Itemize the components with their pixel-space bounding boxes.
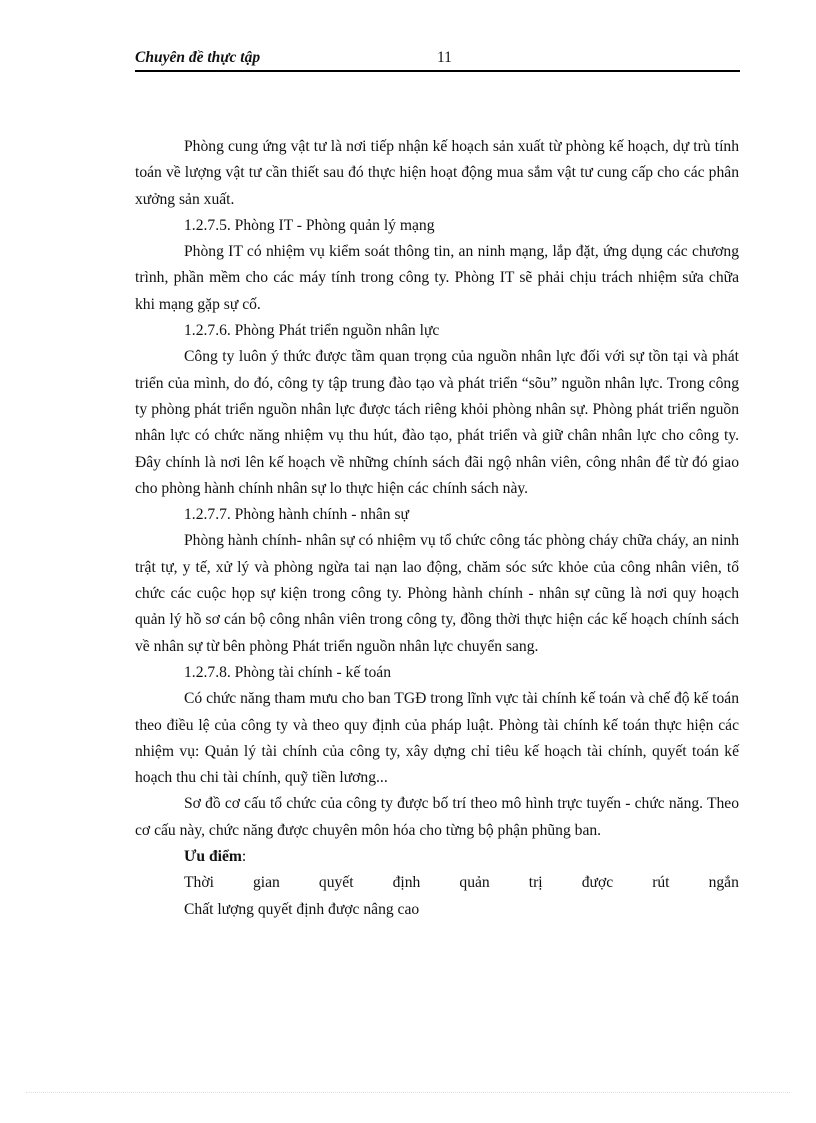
paragraph-it-dept: Phòng IT có nhiệm vụ kiểm soát thông tin, an ninh mạng, lắp đặt, ứng dụng các chương trình, phần mềm cho các máy tính trong công ty. Phòng IT sẽ phải chịu trách nhiệm sửa chữa khi mạng gặp sự cố. xyxy=(135,243,739,313)
page-number: 11 xyxy=(437,49,452,66)
advantage-line-2: Chất lượng quyết định được nâng cao xyxy=(184,900,420,918)
paragraph-admin-hr: Phòng hành chính- nhân sự có nhiệm vụ tổ chức công tác phòng cháy chữa cháy, an ninh trật tự, y tế, xử lý và phòng ngừa tai nạn lao động, chăm sóc sức khỏe của công nhân viên, tổ chức các cuộc họp sự kiện trong công ty. Phòng hành chính - nhân sự cũng là nơi quy hoạch quản lý hồ sơ cán bộ công nhân viên trong công ty, đồng thời thực hiện các kế hoạch chính sách về nhân sự từ bên phòng Phát triển nguồn nhân lực chuyển sang. xyxy=(135,532,739,655)
paragraph-finance: Có chức năng tham mưu cho ban TGĐ trong lĩnh vực tài chính kế toán và chế độ kế toán theo điều lệ của công ty và theo quy định của pháp luật. Phòng tài chính kế toán thực hiện các nhiệm vụ: Quản lý tài chính của công ty, xây dựng chỉ tiêu kế hoạch tài chính, quyết toán kế hoạch thu chi tài chính, quỹ tiền lương... xyxy=(135,690,739,787)
page-header xyxy=(135,48,740,72)
word: trị xyxy=(528,874,543,892)
header-title: Chuyên đề thực tập xyxy=(135,49,261,66)
word: Thời xyxy=(184,874,214,892)
paragraph-hr-development: Công ty luôn ý thức được tầm quan trọng của nguồn nhân lực đối với sự tồn tại và phát triển của mình, do đó, công ty tập trung đào tạo và phát triển “sõu” nguồn nhân lực. Trong công ty phòng phát triển nguồn nhân lực được tách riêng khỏi phòng nhân sự. Phòng phát triển nguồn nhân lực có chức năng nhiệm vụ thu hút, đào tạo, phát triển và giữ chân nhân lực cho công ty. Đây chính là nơi lên kế hoạch về những chính sách đãi ngộ nhân viên, công nhân để từ đó giao cho phòng hành chính nhân sự lo thực hiện các chính sách này. xyxy=(135,348,739,497)
section-heading-finance: 1.2.7.8. Phòng tài chính - kế toán xyxy=(184,663,392,681)
section-heading-it: 1.2.7.5. Phòng IT - Phòng quản lý mạng xyxy=(184,216,435,234)
word: rút xyxy=(652,874,670,892)
word: gian xyxy=(252,874,280,892)
paragraph-supply-dept: Phòng cung ứng vật tư là nơi tiếp nhận kế hoạch sản xuất từ phòng kế hoạch, dự trù tính toán về lượng vật tư cần thiết sau đó thực hiện hoạt động mua sắm vật tư cung cấp cho các phân xưởng sản xuất. xyxy=(135,138,739,208)
advantage-line-1 xyxy=(135,870,739,896)
word: quản xyxy=(459,874,490,892)
advantages-label: Ưu điểm xyxy=(184,848,242,866)
document-body xyxy=(135,134,739,923)
paragraph-org-structure: Sơ đồ cơ cấu tổ chức của công ty được bố trí theo mô hình trực tuyến - chức năng. Theo cơ cấu này, chức năng được chuyên môn hóa cho từng bộ phận phũng ban. xyxy=(135,795,739,839)
word: định xyxy=(392,874,421,892)
word: được xyxy=(581,874,614,892)
footer-divider xyxy=(26,1092,790,1093)
section-heading-admin-hr: 1.2.7.7. Phòng hành chính - nhân sự xyxy=(184,506,410,524)
section-heading-hr-development: 1.2.7.6. Phòng Phát triển nguồn nhân lực xyxy=(184,322,440,340)
word: quyết xyxy=(318,874,354,892)
word: ngắn xyxy=(708,874,739,892)
advantages-heading xyxy=(135,844,739,870)
advantages-colon: : xyxy=(241,848,247,866)
